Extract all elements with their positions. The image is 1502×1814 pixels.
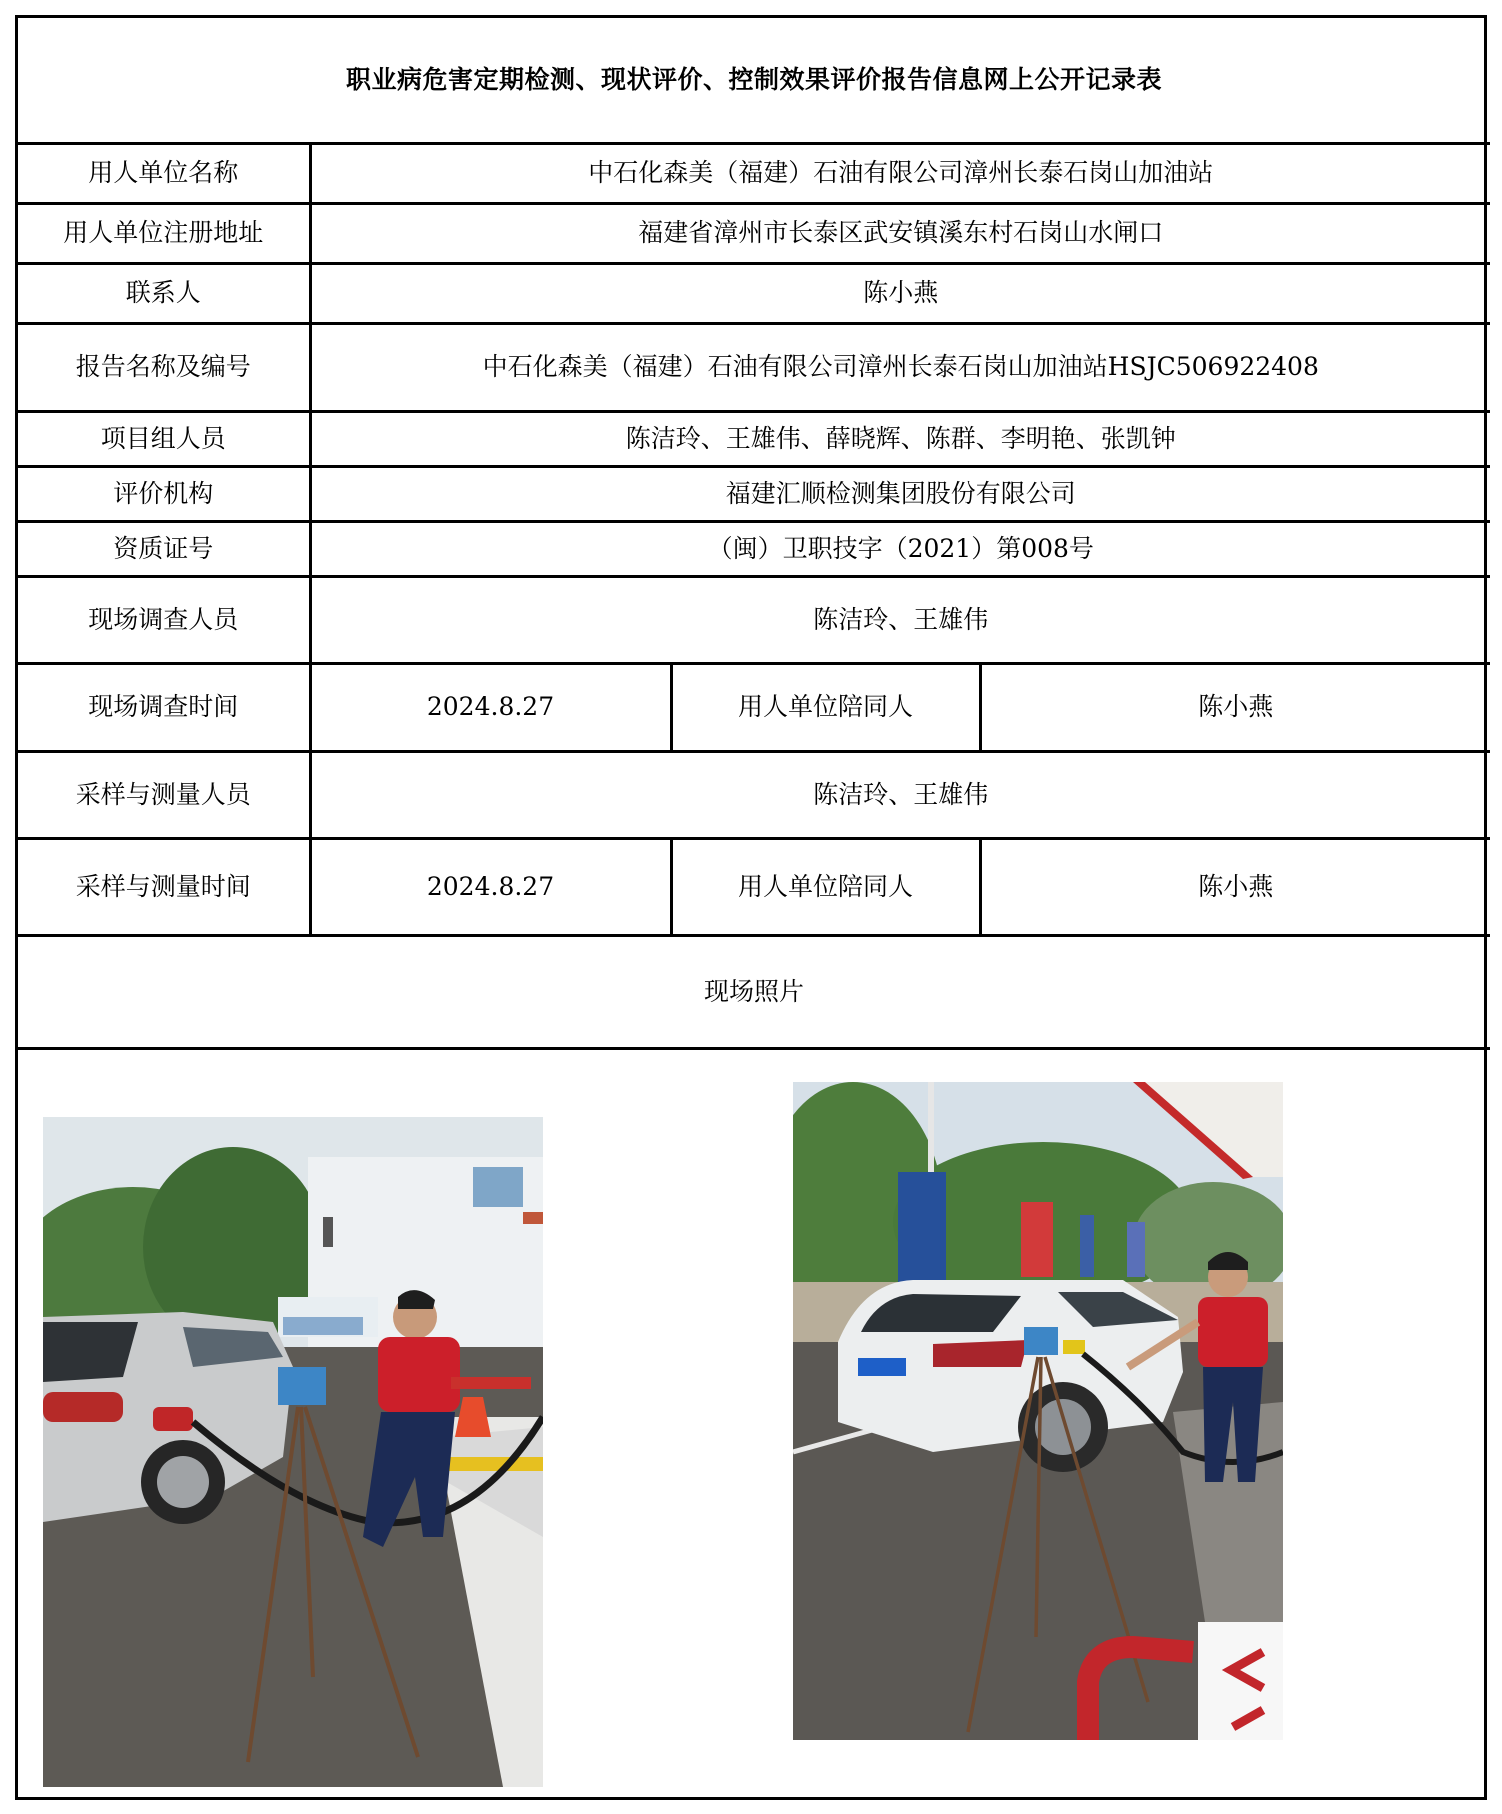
contact-value: 陈小燕: [310, 263, 1490, 323]
site-photo-1: [43, 1117, 543, 1787]
sampling-companion-label: 用人单位陪同人: [671, 838, 980, 935]
employer-address-value: 福建省漳州市长泰区武安镇溪东村石岗山水闸口: [310, 203, 1490, 263]
record-sheet: [15, 15, 1487, 1800]
survey-staff-value: 陈洁玲、王雄伟: [310, 576, 1490, 663]
photos-area: [18, 1048, 1490, 1802]
employer-name-label: 用人单位名称: [18, 143, 310, 203]
contact-label: 联系人: [18, 263, 310, 323]
sampling-staff-value: 陈洁玲、王雄伟: [310, 751, 1490, 838]
employer-name-value: 中石化森美（福建）石油有限公司漳州长泰石岗山加油站: [310, 143, 1490, 203]
site-photo-2: [793, 1082, 1283, 1740]
qualification-no-value: （闽）卫职技字（2021）第008号: [310, 521, 1490, 576]
sampling-time-value: 2024.8.27: [310, 838, 671, 935]
survey-time-label: 现场调查时间: [18, 663, 310, 751]
survey-time-value: 2024.8.27: [310, 663, 671, 751]
sampling-time-label: 采样与测量时间: [18, 838, 310, 935]
evaluation-org-label: 评价机构: [18, 466, 310, 521]
survey-companion-label: 用人单位陪同人: [671, 663, 980, 751]
report-name-value: 中石化森美（福建）石油有限公司漳州长泰石岗山加油站HSJC506922408: [310, 323, 1490, 411]
employer-address-label: 用人单位注册地址: [18, 203, 310, 263]
photos-heading: 现场照片: [18, 935, 1490, 1048]
report-name-label: 报告名称及编号: [18, 323, 310, 411]
survey-companion-value: 陈小燕: [980, 663, 1490, 751]
site-photo-1-image: [43, 1117, 543, 1787]
sampling-staff-label: 采样与测量人员: [18, 751, 310, 838]
page-title: 职业病危害定期检测、现状评价、控制效果评价报告信息网上公开记录表: [18, 18, 1490, 143]
evaluation-org-value: 福建汇顺检测集团股份有限公司: [310, 466, 1490, 521]
record-table: [18, 18, 1490, 1802]
project-team-label: 项目组人员: [18, 411, 310, 466]
survey-staff-label: 现场调查人员: [18, 576, 310, 663]
sampling-companion-value: 陈小燕: [980, 838, 1490, 935]
project-team-value: 陈洁玲、王雄伟、薛晓辉、陈群、李明艳、张凯钟: [310, 411, 1490, 466]
qualification-no-label: 资质证号: [18, 521, 310, 576]
site-photo-2-image: [793, 1082, 1283, 1740]
